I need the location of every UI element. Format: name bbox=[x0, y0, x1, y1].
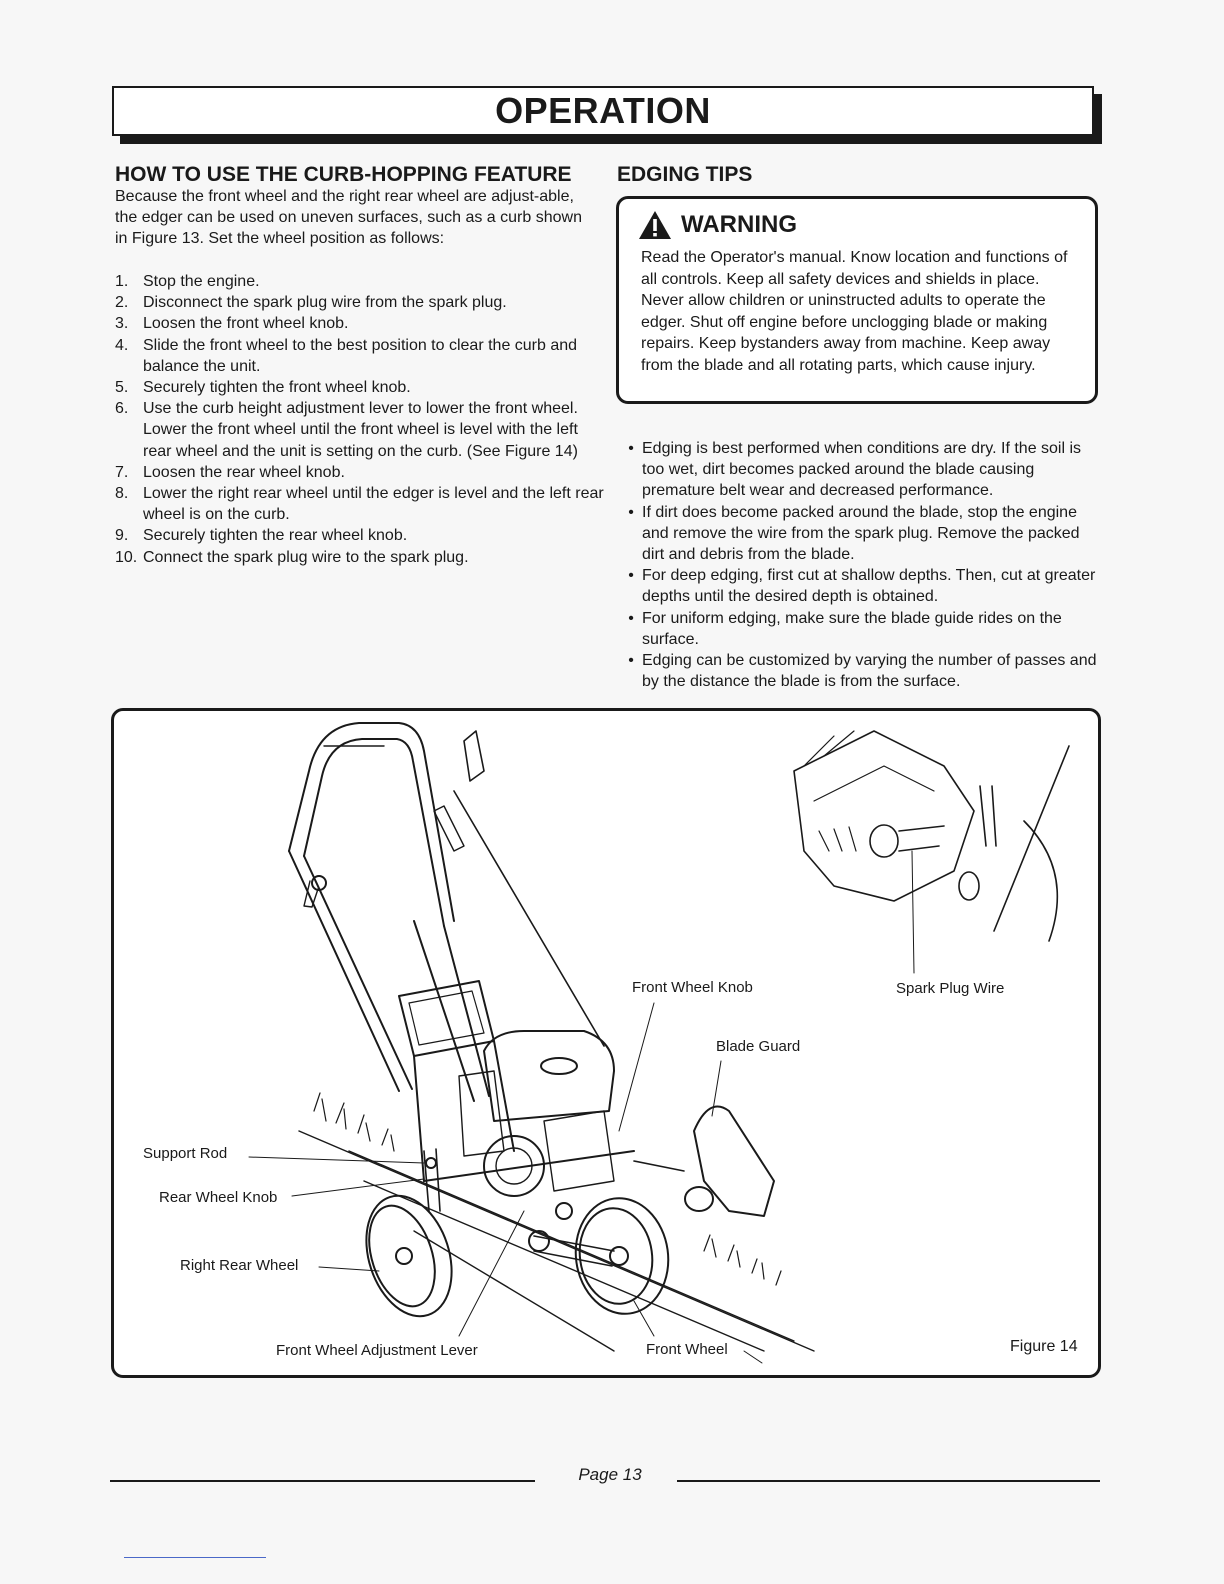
label-front-wheel-knob: Front Wheel Knob bbox=[632, 979, 753, 996]
step-number: 1. bbox=[115, 273, 129, 290]
step-number: 4. bbox=[115, 336, 129, 354]
tip-text: For deep edging, first cut at shallow depths. Then, cut at greater depths until the desired depth is obtained. bbox=[642, 567, 1096, 606]
label-rear-wheel-knob: Rear Wheel Knob bbox=[159, 1189, 278, 1206]
list-item bbox=[115, 525, 605, 546]
curb-heading: HOW TO USE THE CURB-HOPPING FEATURE bbox=[115, 163, 572, 186]
list-item bbox=[115, 292, 605, 313]
label-support-rod: Support Rod bbox=[143, 1145, 228, 1162]
list-item: • For deep edging, first cut at shallow depths. Then, cut at greater depths until the desired depth is obtained. bbox=[620, 565, 1105, 607]
tip-text: Edging is best performed when conditions are dry. If the soil is too wet, dirt becomes packed around the blade causing premature belt wear and decreased performance. bbox=[642, 440, 1082, 500]
step-number: 6. bbox=[115, 400, 129, 418]
step-text: Disconnect the spark plug wire from the spark plug. bbox=[143, 294, 507, 312]
warning-title: WARNING bbox=[681, 211, 797, 238]
figure-14 bbox=[111, 708, 1101, 1378]
front-wheel bbox=[529, 1192, 676, 1320]
step-number: 10. bbox=[115, 548, 138, 566]
label-front-wheel: Front Wheel bbox=[646, 1341, 728, 1358]
edging-heading: EDGING TIPS bbox=[617, 163, 753, 186]
list-item: • For uniform edging, make sure the blade guide rides on the surface. bbox=[620, 608, 1105, 650]
curb-intro: Because the front wheel and the right rear wheel are adjust-able, the edger can be used on uneven surfaces, such as a curb shown in Figure 13. Set the wheel position as follows: bbox=[115, 188, 582, 247]
step-text: Stop the engine. bbox=[143, 273, 260, 290]
edger-illustration bbox=[114, 711, 1098, 1375]
warning-text: Read the Operator's manual. Know location and functions of all controls. Keep all safety devices and shields in place. Never allow children or uninstructed adults to operate the edger. Shut off engine before unclogging blade or making repairs. Keep bystanders away from machine. Keep away from the blade and all rotating parts, which cause injury. bbox=[641, 249, 1068, 374]
step-text: Slide the front wheel to the best position to clear the curb and balance the unit. bbox=[143, 336, 578, 375]
blade-guard bbox=[634, 1107, 774, 1217]
engine bbox=[459, 1031, 614, 1196]
label-blade-guard: Blade Guard bbox=[716, 1038, 801, 1055]
footer-rule-right bbox=[677, 1480, 1100, 1482]
tip-text: Edging can be customized by varying the number of passes and by the distance the blade is from the surface. bbox=[642, 652, 1097, 691]
list-item bbox=[115, 377, 605, 398]
step-text: Loosen the rear wheel knob. bbox=[143, 463, 345, 481]
step-number: 7. bbox=[115, 463, 129, 481]
step-number: 2. bbox=[115, 294, 129, 312]
label-right-rear-wheel: Right Rear Wheel bbox=[180, 1257, 299, 1274]
leader-lines bbox=[249, 851, 914, 1363]
step-text: Securely tighten the rear wheel knob. bbox=[143, 527, 408, 545]
step-text: Connect the spark plug wire to the spark plug. bbox=[143, 548, 469, 566]
step-text: Securely tighten the front wheel knob. bbox=[143, 379, 411, 397]
handle-frame bbox=[289, 723, 604, 1101]
tip-text: For uniform edging, make sure the blade guide rides on the surface. bbox=[642, 609, 1062, 648]
footer-rule-left bbox=[110, 1480, 535, 1482]
list-item bbox=[115, 462, 605, 483]
right-rear-wheel bbox=[352, 1149, 466, 1327]
list-item bbox=[115, 313, 605, 334]
list-item: • Edging can be customized by varying the number of passes and by the distance the blade is from the surface. bbox=[620, 650, 1105, 692]
step-number: 9. bbox=[115, 527, 129, 545]
warning-header bbox=[637, 209, 797, 241]
scan-mark-line bbox=[124, 1557, 266, 1558]
frame-body bbox=[399, 981, 634, 1181]
list-item bbox=[115, 547, 605, 568]
warning-icon bbox=[637, 209, 673, 241]
figure-caption: Figure 14 bbox=[1010, 1338, 1078, 1355]
warning-box bbox=[616, 196, 1098, 404]
edging-tips-list bbox=[620, 438, 1105, 692]
step-text: Lower the right rear wheel until the edger is level and the left rear wheel is on the curb. bbox=[143, 485, 604, 524]
step-text: Loosen the front wheel knob. bbox=[143, 315, 349, 333]
step-text: Use the curb height adjustment lever to lower the front wheel. Lower the front wheel until the front wheel is level with the left rear wheel and the unit is setting on the curb. (See Figure 14) bbox=[143, 400, 578, 460]
section-header bbox=[112, 86, 1094, 136]
list-item bbox=[115, 483, 605, 525]
list-item: • Edging is best performed when conditions are dry. If the soil is too wet, dirt becomes packed around the blade causing premature belt wear and decreased performance. bbox=[620, 438, 1105, 502]
list-item bbox=[115, 398, 605, 462]
step-number: 5. bbox=[115, 379, 129, 397]
spark-plug-inset bbox=[794, 731, 1069, 941]
label-front-wheel-adjustment-lever: Front Wheel Adjustment Lever bbox=[276, 1342, 478, 1359]
list-item: • If dirt does become packed around the blade, stop the engine and remove the wire from the spark plug. Remove the packed dirt and debris from the blade. bbox=[620, 502, 1105, 566]
section-title: OPERATION bbox=[495, 90, 711, 131]
label-spark-plug-wire: Spark Plug Wire bbox=[896, 980, 1005, 997]
page-number: Page 13 bbox=[578, 1465, 642, 1484]
tip-text: If dirt does become packed around the blade, stop the engine and remove the wire from the spark plug. Remove the packed dirt and debris from the blade. bbox=[642, 503, 1080, 564]
step-number: 3. bbox=[115, 315, 129, 333]
list-item bbox=[115, 335, 605, 377]
curb-steps-list bbox=[115, 271, 605, 568]
step-number: 8. bbox=[115, 485, 129, 503]
list-item bbox=[115, 271, 605, 292]
